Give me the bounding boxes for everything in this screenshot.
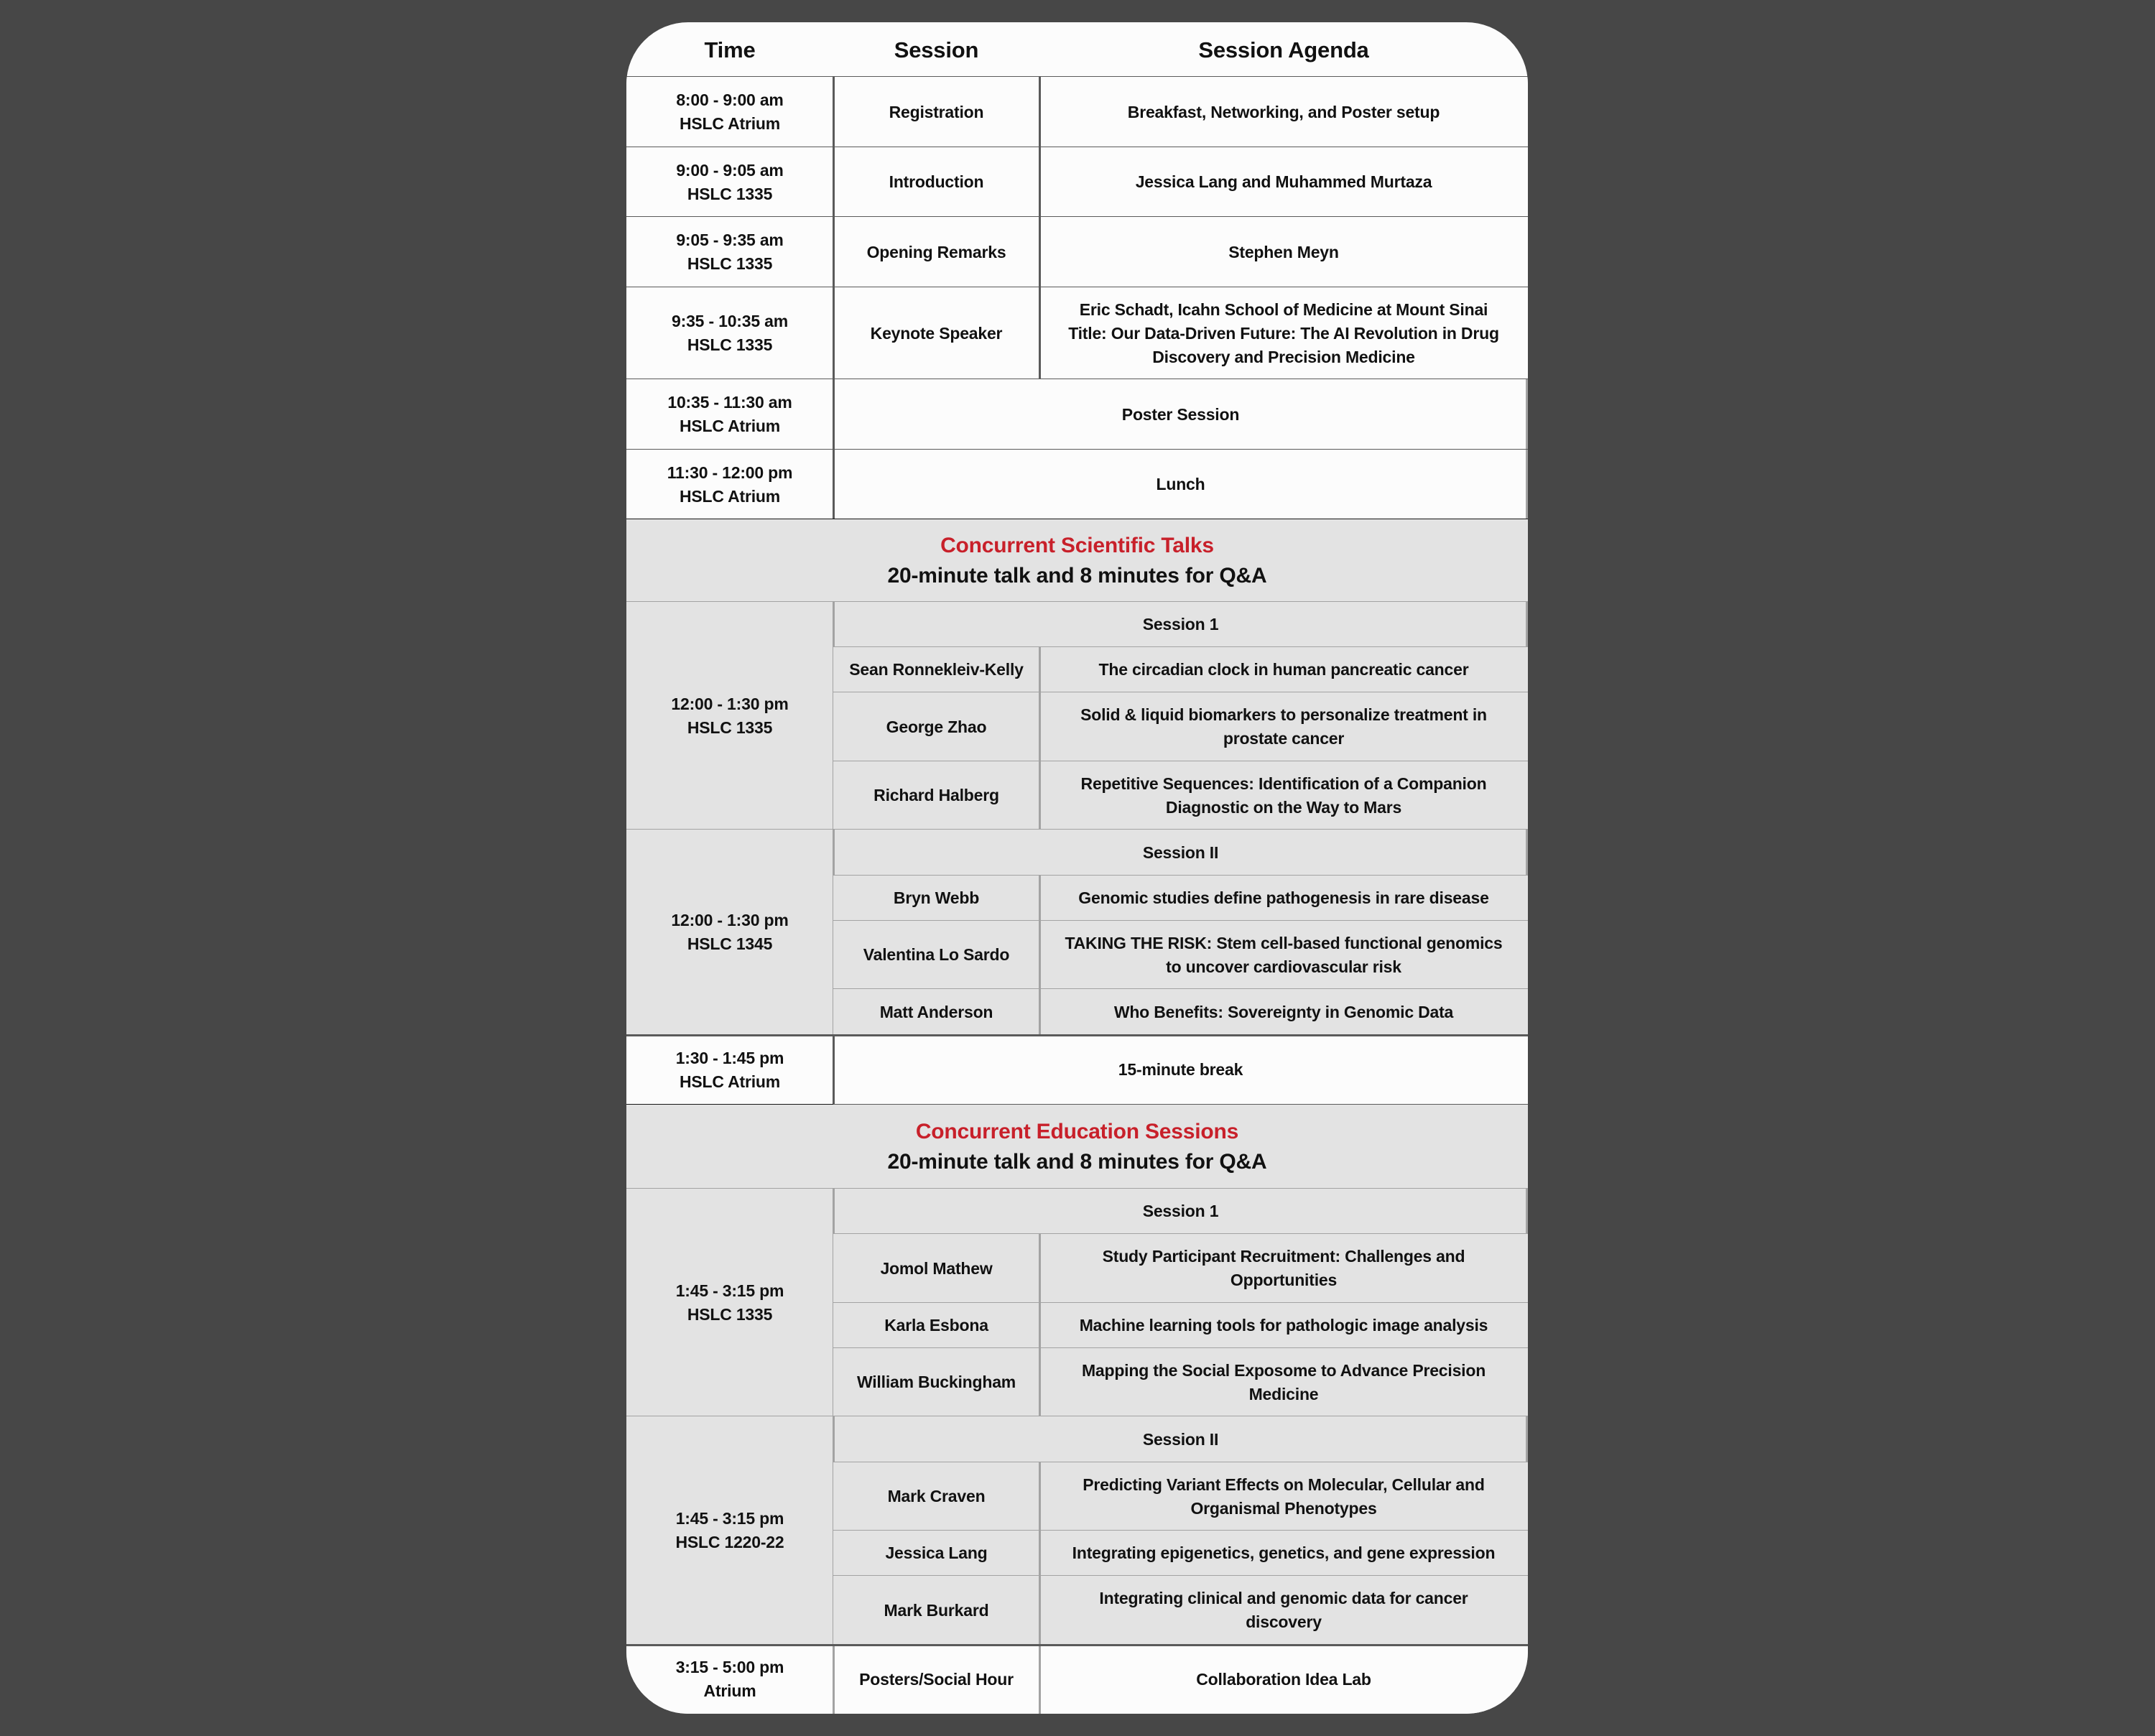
time-cell-text: HSLC 1335 [687, 335, 773, 354]
talk-title-cell-text: Integrating epigenetics, genetics, and gene expression [1072, 1544, 1496, 1562]
column-divider [1039, 647, 1041, 692]
speaker-cell [833, 1303, 1039, 1348]
time-cell [626, 287, 833, 379]
column-divider [1039, 921, 1041, 989]
session-cell-text: Keynote Speaker [870, 323, 1003, 343]
time-cell [626, 147, 833, 217]
speaker-cell-text: Bryn Webb [893, 888, 980, 907]
speaker-cell-text: Mark Craven [887, 1487, 986, 1505]
time-cell-text: Atrium [703, 1681, 756, 1700]
talk-title-cell-text: Organismal Phenotypes [1190, 1498, 1377, 1518]
column-divider [833, 450, 835, 519]
talk-title-cell-text: discovery [1246, 1612, 1322, 1631]
column-header-time [626, 22, 833, 77]
merged-session-cell [833, 450, 1528, 519]
column-divider [833, 1035, 835, 1105]
time-cell-text: HSLC 1335 [687, 1304, 773, 1324]
education-section-header [626, 1105, 1528, 1189]
time-cell [626, 1035, 833, 1105]
talk-title-cell-text: prostate cancer [1223, 729, 1345, 748]
scientific-section-header [626, 519, 1528, 602]
agenda-cell [1039, 77, 1528, 147]
session-cell-text: Registration [889, 102, 984, 121]
column-divider [1039, 989, 1041, 1035]
speaker-cell [833, 647, 1039, 692]
row-divider [626, 1644, 1528, 1646]
column-divider [833, 287, 835, 379]
time-cell [626, 602, 833, 830]
time-cell [626, 1416, 833, 1645]
agenda-cell-text: Breakfast, Networking, and Poster setup [1127, 102, 1440, 121]
column-divider [1039, 217, 1041, 287]
agenda-cell [1039, 1645, 1528, 1714]
speaker-cell-text: George Zhao [886, 717, 987, 736]
session-label-cell [833, 830, 1528, 876]
speaker-cell [833, 876, 1039, 921]
speaker-cell [833, 1462, 1039, 1531]
column-divider [1526, 1189, 1528, 1234]
column-header-agenda [1039, 22, 1528, 77]
break-cell-text: 15-minute break [1118, 1060, 1243, 1079]
break-cell [833, 1035, 1528, 1105]
speaker-cell-text: Valentina Lo Sardo [863, 945, 1010, 964]
session-cell-text: Introduction [889, 172, 984, 191]
time-cell [626, 379, 833, 450]
speaker-cell [833, 1531, 1039, 1576]
time-cell-text: HSLC Atrium [679, 114, 781, 133]
speaker-cell-text: Sean Ronnekleiv-Kelly [849, 660, 1024, 679]
talk-title-cell [1039, 692, 1528, 761]
session-cell [833, 287, 1039, 379]
agenda-cell-text: Title: Our Data-Driven Future: The AI Revolution in Drug [1068, 323, 1499, 343]
section-subtitle: 20-minute talk and 8 minutes for Q&A [887, 1149, 1267, 1174]
talk-title-cell-text: Genomic studies define pathogenesis in rare disease [1078, 888, 1489, 907]
time-cell-text: 9:00 - 9:05 am [676, 160, 784, 180]
session-cell [833, 217, 1039, 287]
talk-title-cell [1039, 1531, 1528, 1576]
time-cell-text: 1:45 - 3:15 pm [675, 1509, 784, 1528]
talk-title-cell-text: Integrating clinical and genomic data for cancer [1099, 1589, 1468, 1607]
merged-session-cell-text: Lunch [1156, 475, 1205, 493]
talk-title-cell [1039, 1303, 1528, 1348]
time-cell-text: HSLC 1335 [687, 254, 773, 273]
column-divider [1526, 379, 1528, 450]
talk-title-cell-text: Machine learning tools for pathologic image analysis [1079, 1316, 1488, 1335]
talk-title-cell [1039, 1462, 1528, 1531]
time-cell [626, 1645, 833, 1714]
session-cell [833, 147, 1039, 217]
talk-title-cell [1039, 1348, 1528, 1416]
session-label-cell-text: Session 1 [1142, 1202, 1219, 1220]
time-cell [626, 1189, 833, 1416]
column-header-time-label: Time [704, 37, 756, 62]
session-cell [833, 77, 1039, 147]
time-cell-text: HSLC Atrium [679, 486, 781, 506]
time-cell-text: 8:00 - 9:00 am [676, 90, 784, 109]
session-label-cell-text: Session II [1142, 843, 1219, 862]
time-cell-text: HSLC Atrium [679, 417, 781, 435]
merged-session-cell [833, 379, 1528, 450]
session-cell-text: Opening Remarks [866, 242, 1006, 261]
column-divider [1526, 1416, 1528, 1462]
agenda-cell-text: Jessica Lang and Muhammed Murtaza [1135, 172, 1432, 191]
column-divider [1039, 1303, 1041, 1348]
talk-title-cell [1039, 1576, 1528, 1645]
column-divider [1039, 1531, 1041, 1576]
column-divider [1039, 77, 1041, 147]
time-cell [626, 450, 833, 519]
time-cell-text: 11:30 - 12:00 pm [667, 463, 793, 482]
speaker-cell-text: William Buckingham [856, 1373, 1016, 1391]
time-cell-text: HSLC 1335 [687, 718, 773, 737]
agenda-cell-text: Stephen Meyn [1228, 242, 1339, 261]
agenda-cell-text: Discovery and Precision Medicine [1152, 347, 1415, 366]
speaker-cell [833, 761, 1039, 830]
column-divider [1039, 1462, 1041, 1531]
time-cell-text: 12:00 - 1:30 pm [671, 694, 789, 713]
time-cell-text: 1:45 - 3:15 pm [675, 1281, 784, 1300]
section-title: Concurrent Scientific Talks [940, 533, 1214, 557]
time-cell-text: HSLC 1345 [687, 934, 773, 953]
column-divider [1039, 761, 1041, 830]
talk-title-cell-text: The circadian clock in human pancreatic cancer [1098, 660, 1469, 679]
agenda-cell [1039, 287, 1528, 379]
session-label-cell [833, 602, 1528, 647]
session-label-cell-text: Session II [1142, 1429, 1219, 1449]
speaker-cell-text: Matt Anderson [879, 1002, 993, 1021]
column-header-session-label: Session [894, 37, 979, 62]
session-cell [833, 1645, 1039, 1714]
column-divider [833, 217, 835, 287]
speaker-cell-text: Jessica Lang [885, 1544, 988, 1562]
speaker-cell [833, 1234, 1039, 1303]
section-subtitle: 20-minute talk and 8 minutes for Q&A [887, 563, 1267, 588]
speaker-cell [833, 1576, 1039, 1645]
time-cell-text: HSLC Atrium [679, 1072, 781, 1091]
talk-title-cell [1039, 647, 1528, 692]
column-divider [1039, 1576, 1041, 1645]
talk-title-cell-text: Predicting Variant Effects on Molecular, Cellular and [1083, 1475, 1485, 1494]
column-divider [1526, 450, 1528, 519]
speaker-cell-text: Karla Esbona [884, 1316, 988, 1335]
session-cell-text: Posters/Social Hour [859, 1669, 1014, 1689]
speaker-cell [833, 989, 1039, 1035]
time-cell-text: 12:00 - 1:30 pm [671, 911, 789, 929]
agenda-cell [1039, 147, 1528, 217]
time-cell-text: 10:35 - 11:30 am [667, 393, 792, 412]
column-divider [833, 1645, 835, 1714]
time-cell [626, 217, 833, 287]
column-divider [1526, 602, 1528, 647]
speaker-cell [833, 1348, 1039, 1416]
column-divider [833, 379, 835, 450]
talk-title-cell-text: Diagnostic on the Way to Mars [1165, 797, 1402, 817]
column-header-session [833, 22, 1039, 77]
talk-title-cell [1039, 761, 1528, 830]
column-divider [833, 77, 835, 147]
talk-title-cell-text: TAKING THE RISK: Stem cell-based functional genomics [1065, 933, 1503, 952]
time-cell-text: 9:35 - 10:35 am [672, 312, 788, 330]
agenda-cell-text: Eric Schadt, Icahn School of Medicine at Mount Sinai [1079, 300, 1488, 319]
column-divider [1039, 1645, 1041, 1714]
row-divider [626, 1034, 1528, 1036]
speaker-cell-text: Mark Burkard [884, 1600, 989, 1620]
speaker-cell [833, 692, 1039, 761]
column-divider [1526, 830, 1528, 876]
column-divider [1039, 876, 1041, 921]
time-cell-text: 9:05 - 9:35 am [676, 231, 784, 249]
column-divider [1039, 692, 1041, 761]
talk-title-cell-text: Repetitive Sequences: Identification of a Companion [1080, 774, 1487, 793]
time-cell [626, 77, 833, 147]
talk-title-cell-text: Solid & liquid biomarkers to personalize treatment in [1080, 705, 1487, 724]
column-header-agenda-label: Session Agenda [1198, 37, 1369, 62]
time-cell-text: HSLC 1335 [687, 184, 773, 203]
talk-title-cell [1039, 876, 1528, 921]
talk-title-cell-text: Who Benefits: Sovereignty in Genomic Data [1113, 1002, 1454, 1021]
speaker-cell [833, 921, 1039, 989]
talk-title-cell [1039, 1234, 1528, 1303]
agenda-cell-text: Collaboration Idea Lab [1196, 1669, 1371, 1689]
speaker-cell-text: Richard Halberg [873, 786, 999, 804]
column-divider [833, 147, 835, 217]
talk-title-cell [1039, 921, 1528, 989]
merged-session-cell-text: Poster Session [1121, 404, 1240, 424]
agenda-cell [1039, 217, 1528, 287]
session-label-cell [833, 1416, 1528, 1462]
time-cell-text: 3:15 - 5:00 pm [675, 1658, 784, 1676]
speaker-cell-text: Jomol Mathew [880, 1258, 993, 1278]
session-label-cell-text: Session 1 [1142, 615, 1219, 633]
talk-title-cell-text: Study Participant Recruitment: Challenges and [1102, 1247, 1465, 1266]
time-cell-text: HSLC 1220-22 [675, 1533, 784, 1551]
column-divider [1039, 287, 1041, 379]
talk-title-cell-text: to uncover cardiovascular risk [1166, 957, 1401, 976]
column-divider [1039, 1348, 1041, 1416]
column-divider [1039, 1234, 1041, 1303]
column-divider [1039, 147, 1041, 217]
time-cell [626, 830, 833, 1035]
time-cell-text: 1:30 - 1:45 pm [675, 1048, 784, 1067]
agenda-table [626, 22, 1528, 1714]
talk-title-cell-text: Medicine [1248, 1384, 1319, 1403]
section-title: Concurrent Education Sessions [915, 1119, 1239, 1143]
talk-title-cell-text: Opportunities [1230, 1271, 1338, 1289]
talk-title-cell [1039, 989, 1528, 1035]
session-label-cell [833, 1189, 1528, 1234]
talk-title-cell-text: Mapping the Social Exposome to Advance Precision [1081, 1360, 1486, 1380]
